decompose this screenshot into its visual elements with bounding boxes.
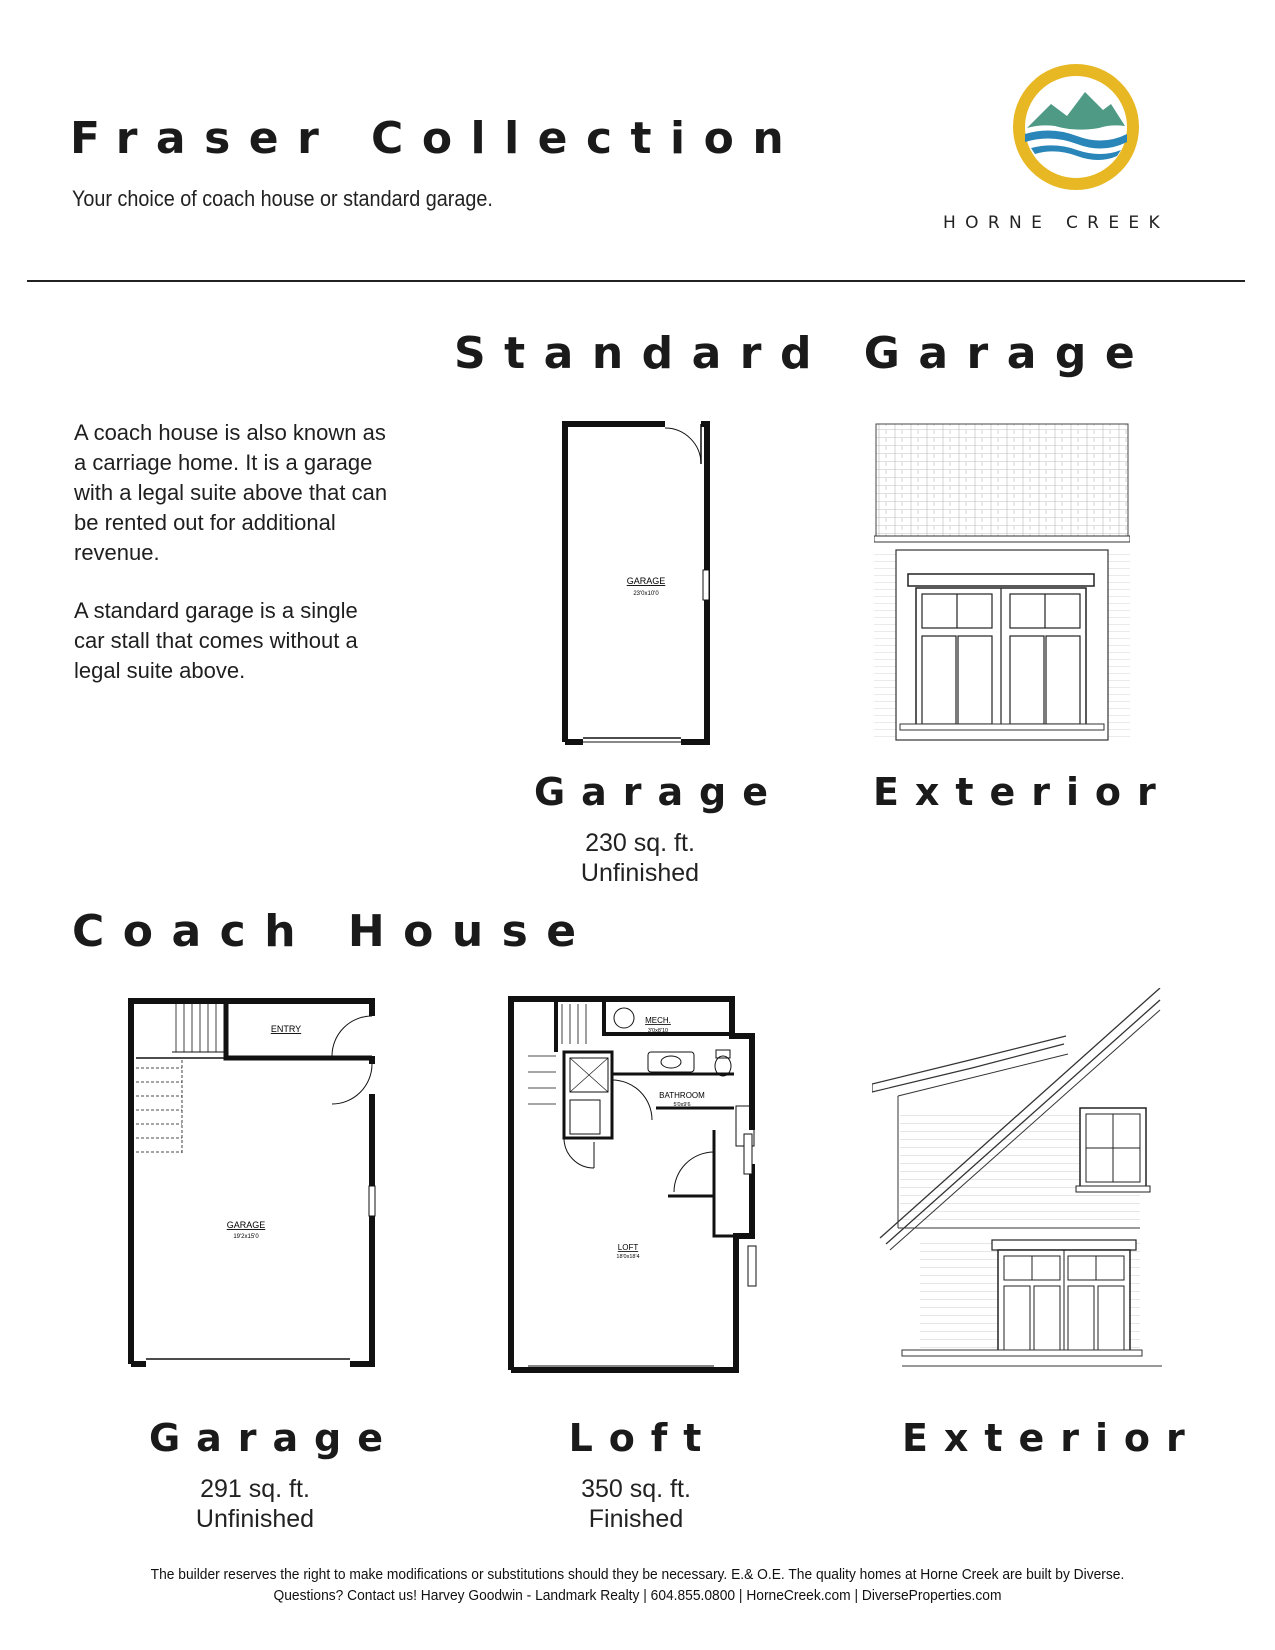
coach-house-exterior-drawing [872,988,1162,1374]
standard-garage-heading: Standard Garage [454,328,1154,379]
loft-finish: Finished [588,1505,684,1533]
coach-exterior-title: Exterior [902,1416,1201,1460]
standard-exterior-title: Exterior [873,770,1172,814]
loft-floorplan [508,996,758,1374]
footer-disclaimer: The builder reserves the right to make modifications or substitutions should they be necessary. E.& O.E. The quality homes at Horne Creek are built by Diverse. [150,1566,1125,1583]
intro-standard-garage: A standard garage is a single car stall that comes without a legal suite above. [74,598,358,683]
coach-house-heading: Coach House [72,906,595,957]
coach-garage-finish: Unfinished [195,1505,315,1533]
standard-garage-floorplan [561,420,711,746]
coach-garage-caption [135,1416,399,1534]
plan-label-entry: ENTRY [270,1024,302,1034]
plan-label-mech: MECH. [645,1016,671,1025]
loft-area: 350 sq. ft. [581,1475,691,1503]
plan-label-coach-garage: GARAGE [226,1220,266,1230]
plan-dims-bathroom: 5'0x9'6 [673,1102,691,1108]
plan-label-bathroom: BATHROOM [659,1091,705,1100]
intro-coach-house: A coach house is also known as a carriage home. It is a garage with a legal suite above that can be rented out for additional revenue. [74,420,388,565]
plan-dims-garage: 23'0x10'0 [633,591,659,597]
intro-text [74,418,394,714]
brand-name: HORNE CREEK [943,213,1170,233]
mountain-water-logo-icon [1011,62,1141,192]
standard-garage-finish: Unfinished [580,859,700,887]
page-title: Fraser Collection [70,113,803,164]
horne-creek-logo [1011,62,1141,192]
plan-label-loft: LOFT [617,1243,639,1252]
coach-garage-floorplan [128,998,378,1370]
loft-title: Loft [568,1416,718,1460]
coach-garage-area: 291 sq. ft. [200,1475,310,1503]
standard-garage-area: 230 sq. ft. [585,829,695,857]
coach-garage-title: Garage [149,1416,399,1460]
plan-dims-loft: 18'0x18'4 [616,1254,640,1260]
loft-caption [516,1416,756,1534]
plan-dims-coach-garage: 19'2x15'0 [233,1234,259,1240]
plan-dims-mech: 3'0x8'10 [647,1028,669,1034]
footer-contact: Questions? Contact us! Harvey Goodwin - Landmark Realty | 604.855.0800 | HorneCreek.com | DiverseProperties.com [273,1587,1002,1604]
standard-garage-exterior-drawing [874,422,1130,742]
page-subtitle: Your choice of coach house or standard garage. [72,186,493,211]
header-divider [27,280,1245,282]
standard-garage-caption [520,770,784,888]
plan-label-garage: GARAGE [626,576,666,586]
standard-garage-title: Garage [534,770,784,814]
footer [0,1566,1275,1604]
